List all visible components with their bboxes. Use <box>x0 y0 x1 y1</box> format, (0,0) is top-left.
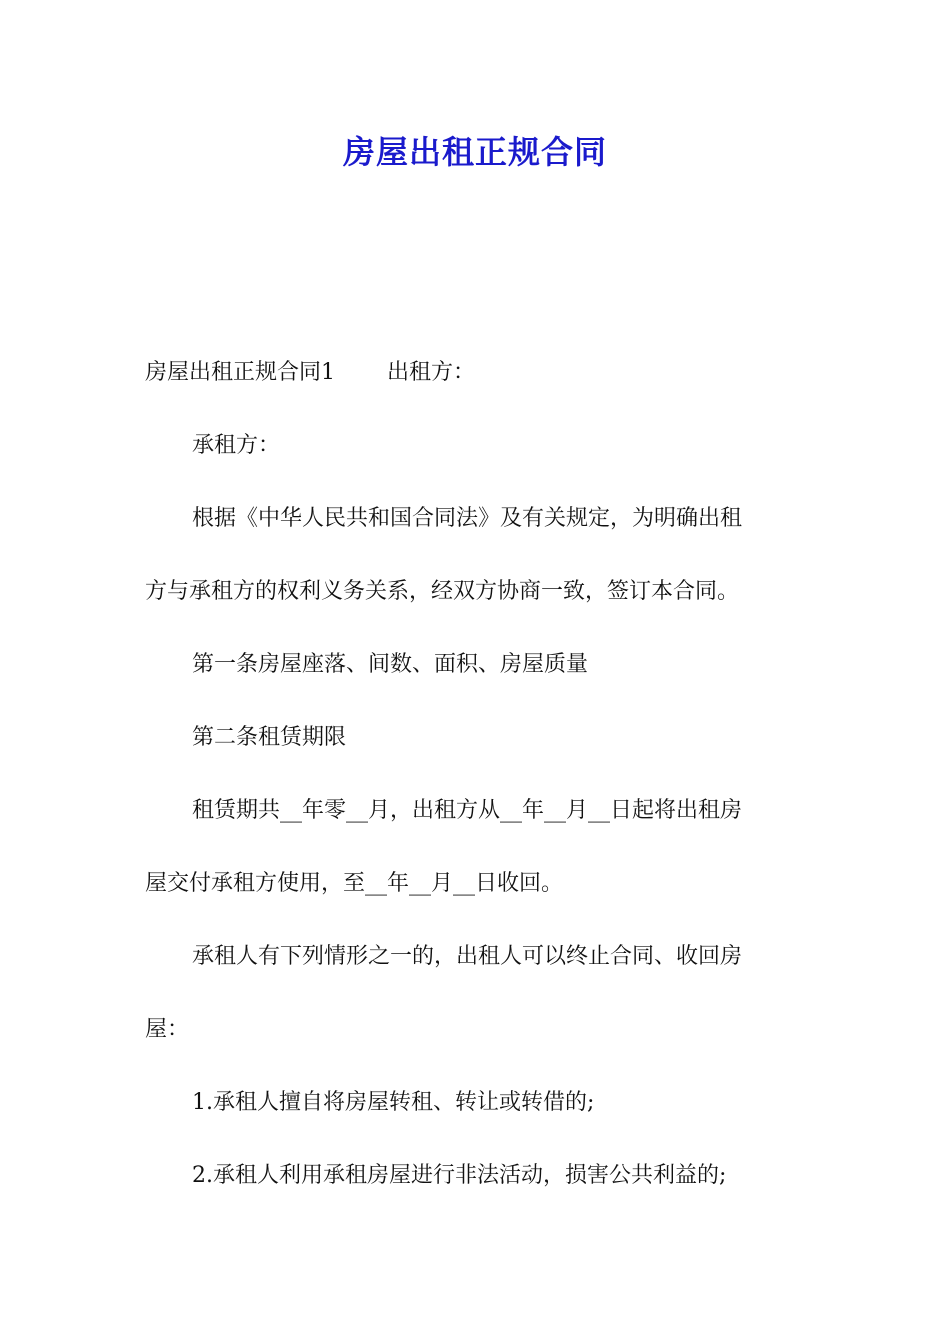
article-heading: 第一条房屋座落、间数、面积、房屋质量 <box>192 652 589 677</box>
document-body <box>145 336 815 1212</box>
lessee-label: 承租方： <box>192 433 281 458</box>
list-item: 1.承租人擅自将房屋转租、转让或转借的; <box>192 1090 595 1115</box>
document-title: 房屋出租正规合同 <box>342 133 607 171</box>
paragraph-line: 根据《中华人民共和国合同法》及有关规定，为明确出租 <box>192 506 743 531</box>
paragraph-line: 租赁期共__年零__月，出租方从__年__月__日起将出租房 <box>192 798 743 823</box>
contract-number-label: 房屋出租正规合同1 <box>145 360 335 385</box>
paragraph-line: 承租人有下列情形之一的，出租人可以终止合同、收回房 <box>192 944 743 969</box>
paragraph-line: 屋交付承租方使用，至__年__月__日收回。 <box>145 871 564 896</box>
lessor-label: 出租方： <box>387 360 476 385</box>
list-item: 2.承租人利用承租房屋进行非法活动，损害公共利益的; <box>192 1163 727 1188</box>
paragraph-heading-line <box>145 336 815 409</box>
article-heading: 第二条租赁期限 <box>192 725 347 750</box>
paragraph-line: 屋： <box>145 1017 190 1042</box>
paragraph-line: 方与承租方的权利义务关系，经双方协商一致，签订本合同。 <box>145 579 740 604</box>
